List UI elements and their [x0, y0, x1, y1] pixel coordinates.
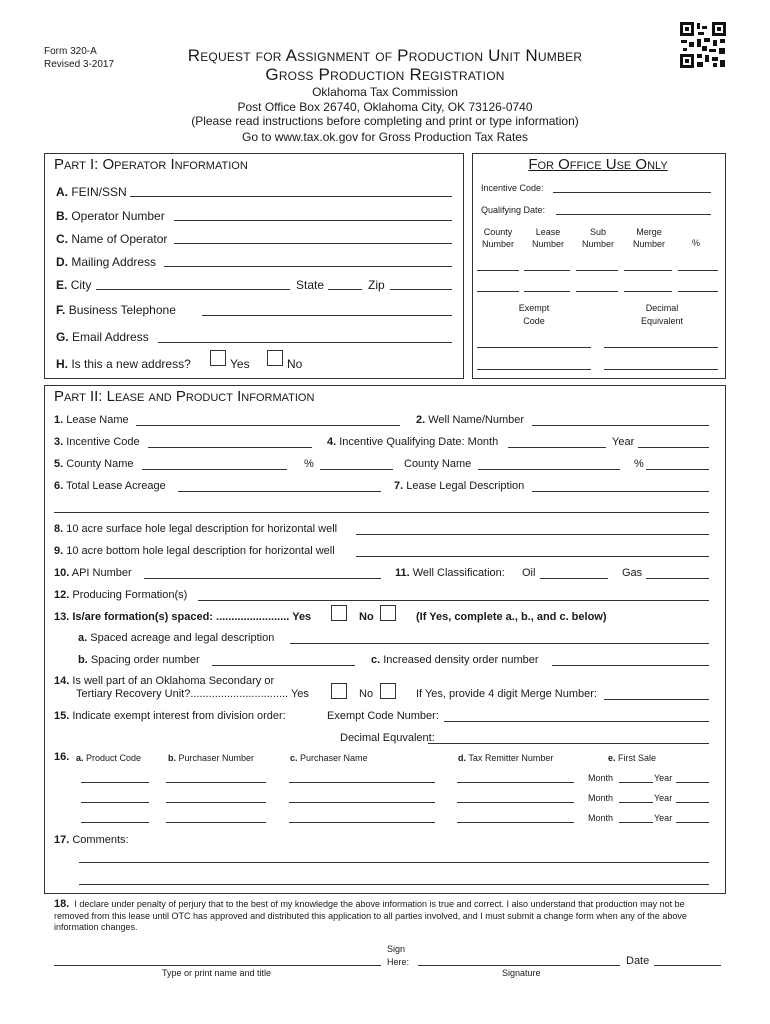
oil-field[interactable]	[540, 578, 608, 579]
office-decimal-equivalent: Decimal Equivalent	[640, 303, 684, 326]
label-total-acreage: 6. Total Lease Acreage	[54, 480, 166, 492]
purchaser-name-field[interactable]	[289, 802, 435, 803]
county-pct-field[interactable]	[320, 469, 393, 470]
office-col-merge: Merge Number	[632, 227, 665, 249]
label-surface-hole: 8. 10 acre surface hole legal description for horizontal well	[54, 523, 338, 535]
county-name2-label: County Name	[404, 458, 472, 470]
first-sale-year-field[interactable]	[676, 822, 709, 823]
col-product-code: a. Product Code	[76, 753, 142, 763]
label-spacing-order: b. Spacing order number	[78, 654, 200, 666]
first-sale-year-field[interactable]	[676, 782, 709, 783]
month-label: Month	[588, 793, 614, 803]
tax-remitter-field[interactable]	[457, 782, 574, 783]
pct2-label: %	[634, 458, 644, 470]
signature-field[interactable]	[418, 965, 620, 966]
density-order-field[interactable]	[552, 665, 709, 666]
secondary-no-checkbox[interactable]	[380, 683, 396, 699]
county-name2-field[interactable]	[478, 469, 620, 470]
col-first-sale: e. First Sale	[608, 753, 657, 763]
label-secondary-unit: 14. Is well part of an Oklahoma Secondary or Tertiary Recovery Unit?................................ Yes	[54, 675, 309, 700]
website-note: Go to www.tax.ok.gov for Gross Production Tax Rates	[242, 130, 528, 144]
secondary-yes-checkbox[interactable]	[331, 683, 347, 699]
declaration-text: 18. I declare under penalty of perjury that to the best of my knowledge the above information is true and correct. I also understand that production may not be removed from this lease until OTC has approved and distributed this application to all parties involved, and I must submit a change form when any of the above information changes.	[54, 898, 687, 932]
office-exempt-field[interactable]	[477, 347, 591, 348]
label-comments: 17. Comments:	[54, 834, 129, 846]
office-col-lease: Lease Number	[531, 227, 564, 249]
zip-field[interactable]	[390, 289, 452, 290]
office-exempt-code: Exempt Code	[518, 303, 550, 326]
bottom-hole-field[interactable]	[356, 556, 709, 557]
label-g: G. Email Address	[56, 330, 149, 344]
product-code-field[interactable]	[81, 822, 149, 823]
tax-remitter-field[interactable]	[457, 802, 574, 803]
merge-number-field[interactable]	[604, 699, 709, 700]
office-sub-field[interactable]	[576, 270, 618, 271]
comments-field-2[interactable]	[79, 884, 709, 885]
yes-label: Yes	[230, 357, 250, 371]
form-number: Form 320-A	[44, 46, 97, 57]
first-sale-month-field[interactable]	[619, 802, 653, 803]
tax-remitter-field[interactable]	[457, 822, 574, 823]
incentive-year-field[interactable]	[638, 447, 709, 448]
product-code-field[interactable]	[81, 802, 149, 803]
business-telephone-field[interactable]	[202, 315, 452, 316]
print-name-caption: Type or print name and title	[162, 968, 272, 978]
label-incentive-code: 3. Incentive Code	[54, 436, 140, 448]
purchaser-name-field[interactable]	[289, 782, 435, 783]
purchaser-name-field[interactable]	[289, 822, 435, 823]
mailing-address-field[interactable]	[164, 266, 452, 267]
date-label: Date	[626, 955, 650, 967]
new-address-no-checkbox[interactable]	[267, 350, 283, 366]
first-sale-month-field[interactable]	[619, 782, 653, 783]
purchaser-number-field[interactable]	[166, 802, 266, 803]
label-lease-legal: 7. Lease Legal Description	[394, 480, 525, 492]
operator-number-field[interactable]	[174, 220, 452, 221]
revised-date: Revised 3-2017	[44, 59, 115, 70]
merge-note: If Yes, provide 4 digit Merge Number:	[416, 688, 597, 700]
label-incentive-date: 4. Incentive Qualifying Date: Month	[327, 436, 499, 448]
instructions-note: (Please read instructions before completing and print or type information)	[191, 114, 579, 128]
comments-field[interactable]	[79, 862, 709, 863]
email-field[interactable]	[158, 342, 452, 343]
lease-legal-field[interactable]	[532, 491, 709, 492]
label-c: C. Name of Operator	[56, 232, 168, 246]
spacing-order-field[interactable]	[212, 665, 355, 666]
here-label: Here:	[387, 957, 410, 967]
form-title: Request for Assignment of Production Unit Number	[187, 46, 583, 65]
office-qualifying-date: Qualifying Date:	[481, 205, 546, 215]
api-number-field[interactable]	[144, 578, 381, 579]
col-purchaser-number: b. Purchaser Number	[168, 753, 255, 763]
state-field[interactable]	[328, 289, 362, 290]
purchaser-number-field[interactable]	[166, 822, 266, 823]
office-pct-field-2[interactable]	[678, 291, 718, 292]
spaced-no-checkbox[interactable]	[380, 605, 396, 621]
product-code-field[interactable]	[81, 782, 149, 783]
first-sale-month-field[interactable]	[619, 822, 653, 823]
date-field[interactable]	[654, 965, 721, 966]
office-col-pct: %	[692, 238, 701, 248]
office-exempt-field-2[interactable]	[477, 369, 591, 370]
no-label: No	[287, 357, 303, 371]
office-lease-field-2[interactable]	[524, 291, 570, 292]
well-name-field[interactable]	[532, 425, 709, 426]
incentive-month-field[interactable]	[508, 447, 606, 448]
office-incentive-code-field[interactable]	[553, 192, 711, 193]
office-merge-field-2[interactable]	[624, 291, 672, 292]
total-acreage-field[interactable]	[178, 491, 381, 492]
label-density-order: c. Increased density order number	[371, 654, 539, 666]
exempt-code-label: Exempt Code Number:	[327, 710, 439, 722]
label-lease-name: 1. Lease Name	[54, 414, 129, 426]
formations-field[interactable]	[198, 600, 709, 601]
exempt-code-field[interactable]	[444, 721, 709, 722]
label-16: 16.	[54, 751, 70, 763]
label-b: B. Operator Number	[56, 209, 165, 223]
new-address-yes-checkbox[interactable]	[210, 350, 226, 366]
month-label: Month	[588, 813, 614, 823]
office-lease-field[interactable]	[524, 270, 570, 271]
office-qualifying-date-field[interactable]	[556, 214, 711, 215]
year-label: Year	[654, 793, 673, 803]
label-exempt-interest: 15. Indicate exempt interest from division order:	[54, 710, 286, 722]
label-county-name: 5. County Name	[54, 458, 134, 470]
spaced-yes-checkbox[interactable]	[331, 605, 347, 621]
label-a: A. FEIN/SSN	[56, 185, 127, 199]
label-d: D. Mailing Address	[56, 255, 157, 269]
label-spaced-acreage: a. Spaced acreage and legal description	[78, 632, 275, 644]
county-name-field[interactable]	[142, 469, 287, 470]
spaced-acreage-field[interactable]	[290, 643, 709, 644]
office-pct-field[interactable]	[678, 270, 718, 271]
pct-label: %	[304, 458, 314, 470]
col-purchaser-name: c. Purchaser Name	[290, 753, 368, 763]
gas-label: Gas	[622, 567, 643, 579]
part1-title: Part I: Operator Information	[54, 156, 248, 173]
operator-name-field[interactable]	[174, 243, 452, 244]
lease-legal-field-2[interactable]	[54, 512, 709, 513]
office-decimal-field[interactable]	[604, 347, 718, 348]
signature-caption: Signature	[502, 968, 541, 978]
county-pct2-field[interactable]	[646, 469, 709, 470]
decimal-equiv-field[interactable]	[428, 743, 709, 744]
fein-ssn-field[interactable]	[130, 196, 452, 197]
label-e: E. City	[56, 278, 92, 292]
office-merge-field[interactable]	[624, 270, 672, 271]
col-tax-remitter: d. Tax Remitter Number	[458, 753, 554, 763]
office-col-sub: Sub Number	[581, 227, 614, 249]
year-label: Year	[654, 813, 673, 823]
agency-address: Post Office Box 26740, Oklahoma City, OK 73126-0740	[237, 100, 533, 114]
office-col-county: County Number	[481, 227, 514, 249]
spaced-note: (If Yes, complete a., b., and c. below)	[416, 611, 607, 623]
part2-title: Part II: Lease and Product Information	[54, 388, 315, 405]
label-well-class: 11. Well Classification:	[395, 567, 505, 579]
office-sub-field-2[interactable]	[576, 291, 618, 292]
office-county-field-2[interactable]	[477, 291, 519, 292]
year-label: Year	[612, 436, 635, 448]
label-h: H. Is this a new address?	[56, 357, 191, 371]
lease-name-field[interactable]	[136, 425, 400, 426]
first-sale-year-field[interactable]	[676, 802, 709, 803]
office-incentive-code: Incentive Code:	[481, 183, 544, 193]
month-label: Month	[588, 773, 614, 783]
decimal-equiv-label: Decimal Equvalent:	[340, 732, 435, 744]
zip-label: Zip	[368, 278, 385, 292]
office-decimal-field-2[interactable]	[604, 369, 718, 370]
purchaser-number-field[interactable]	[166, 782, 266, 783]
label-well-name: 2. Well Name/Number	[416, 414, 525, 426]
state-label: State	[296, 278, 325, 292]
office-use-title: For Office Use Only	[528, 156, 668, 173]
gas-field[interactable]	[646, 578, 709, 579]
oil-label: Oil	[522, 567, 536, 579]
incentive-code-field[interactable]	[148, 447, 312, 448]
print-name-field[interactable]	[54, 965, 381, 966]
agency-name: Oklahoma Tax Commission	[312, 85, 458, 99]
qr-code-icon	[680, 22, 726, 68]
form-subtitle: Gross Production Registration	[265, 65, 505, 84]
secondary-no-label: No	[359, 688, 374, 700]
label-bottom-hole: 9. 10 acre bottom hole legal description for horizontal well	[54, 545, 335, 557]
label-formations: 12. Producing Formation(s)	[54, 589, 188, 601]
spaced-no-label: No	[359, 611, 374, 623]
label-api: 10. API Number	[54, 567, 132, 579]
label-f: F. Business Telephone	[56, 303, 176, 317]
year-label: Year	[654, 773, 673, 783]
label-spaced: 13. Is/are formation(s) spaced: ........................ Yes	[54, 611, 312, 623]
surface-hole-field[interactable]	[356, 534, 709, 535]
sign-label: Sign	[387, 944, 406, 954]
city-field[interactable]	[96, 289, 290, 290]
office-county-field[interactable]	[477, 270, 519, 271]
